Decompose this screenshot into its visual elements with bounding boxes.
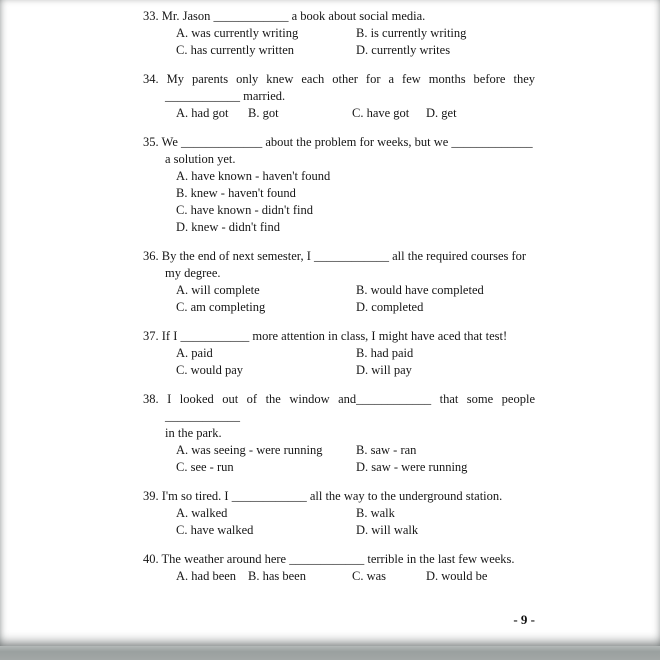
answer-options [165,568,535,585]
question [143,551,535,585]
answer-option: C. see - run [176,460,234,474]
question-stem: 38. I looked out of the window and____________ that some people ____________ [143,392,535,423]
answer-options [165,105,535,122]
question [143,488,535,539]
question [143,71,535,122]
answer-option: C. has currently written [176,43,295,57]
answer-option: B. had paid [356,346,414,360]
answer-option: B. got [248,106,279,120]
answer-option: B. would have completed [356,283,484,297]
answer-option: A. was currently writing [176,26,299,40]
question-stem-continued: in the park. [165,426,222,440]
answer-option: C. was [352,569,387,583]
answer-options [165,345,535,379]
answer-options [165,168,535,236]
answer-option: C. have walked [176,523,254,537]
question-stem: 33. Mr. Jason ____________ a book about social media. [143,9,426,23]
question-stem: 40. The weather around here ____________ terrible in the last few weeks. [143,552,515,566]
question-stem-continued: ____________ married. [165,89,286,103]
answer-options [165,25,535,59]
answer-option: C. am completing [176,300,266,314]
answer-options [165,282,535,316]
question-stem: 36. By the end of next semester, I ____________ all the required courses for [143,249,527,263]
answer-option: D. will walk [356,523,419,537]
page-number: - 9 - [513,612,535,627]
scan-edge-shadow [0,646,660,660]
answer-option: A. paid [176,346,213,360]
question-stem-continued: my degree. [165,266,221,280]
answer-option: C. have got [352,106,410,120]
answer-option: D. saw - were running [356,460,468,474]
question-stem: 35. We _____________ about the problem for weeks, but we _____________ [143,135,533,149]
question-stem-continued: a solution yet. [165,152,236,166]
questions [143,8,535,597]
answer-option: D. completed [356,300,424,314]
answer-option: C. would pay [176,363,244,377]
answer-option: A. had got [176,106,229,120]
answer-option: D. currently writes [356,43,451,57]
answer-option: B. knew - haven't found [176,186,296,200]
answer-option: D. knew - didn't find [176,220,280,234]
question [143,248,535,316]
answer-option: B. walk [356,506,395,520]
answer-option: D. get [426,106,457,120]
question-stem: 39. I'm so tired. I ____________ all the way to the underground station. [143,489,503,503]
answer-option: B. has been [248,569,306,583]
question [143,134,535,236]
answer-option: B. saw - ran [356,443,417,457]
answer-option: C. have known - didn't find [176,203,313,217]
answer-option: D. will pay [356,363,412,377]
answer-options [165,505,535,539]
answer-option: A. walked [176,506,228,520]
question [143,328,535,379]
question-stem: 37. If I ___________ more attention in class, I might have aced that test! [143,329,508,343]
answer-options [165,442,535,476]
answer-option: D. would be [426,569,488,583]
answer-option: A. was seeing - were running [176,443,323,457]
question [143,391,535,476]
question [143,8,535,59]
answer-option: B. is currently writing [356,26,467,40]
answer-option: A. had been [176,569,237,583]
answer-option: A. will complete [176,283,260,297]
question-stem: 34. My parents only knew each other for a few months before they [143,72,535,86]
answer-option: A. have known - haven't found [176,169,331,183]
